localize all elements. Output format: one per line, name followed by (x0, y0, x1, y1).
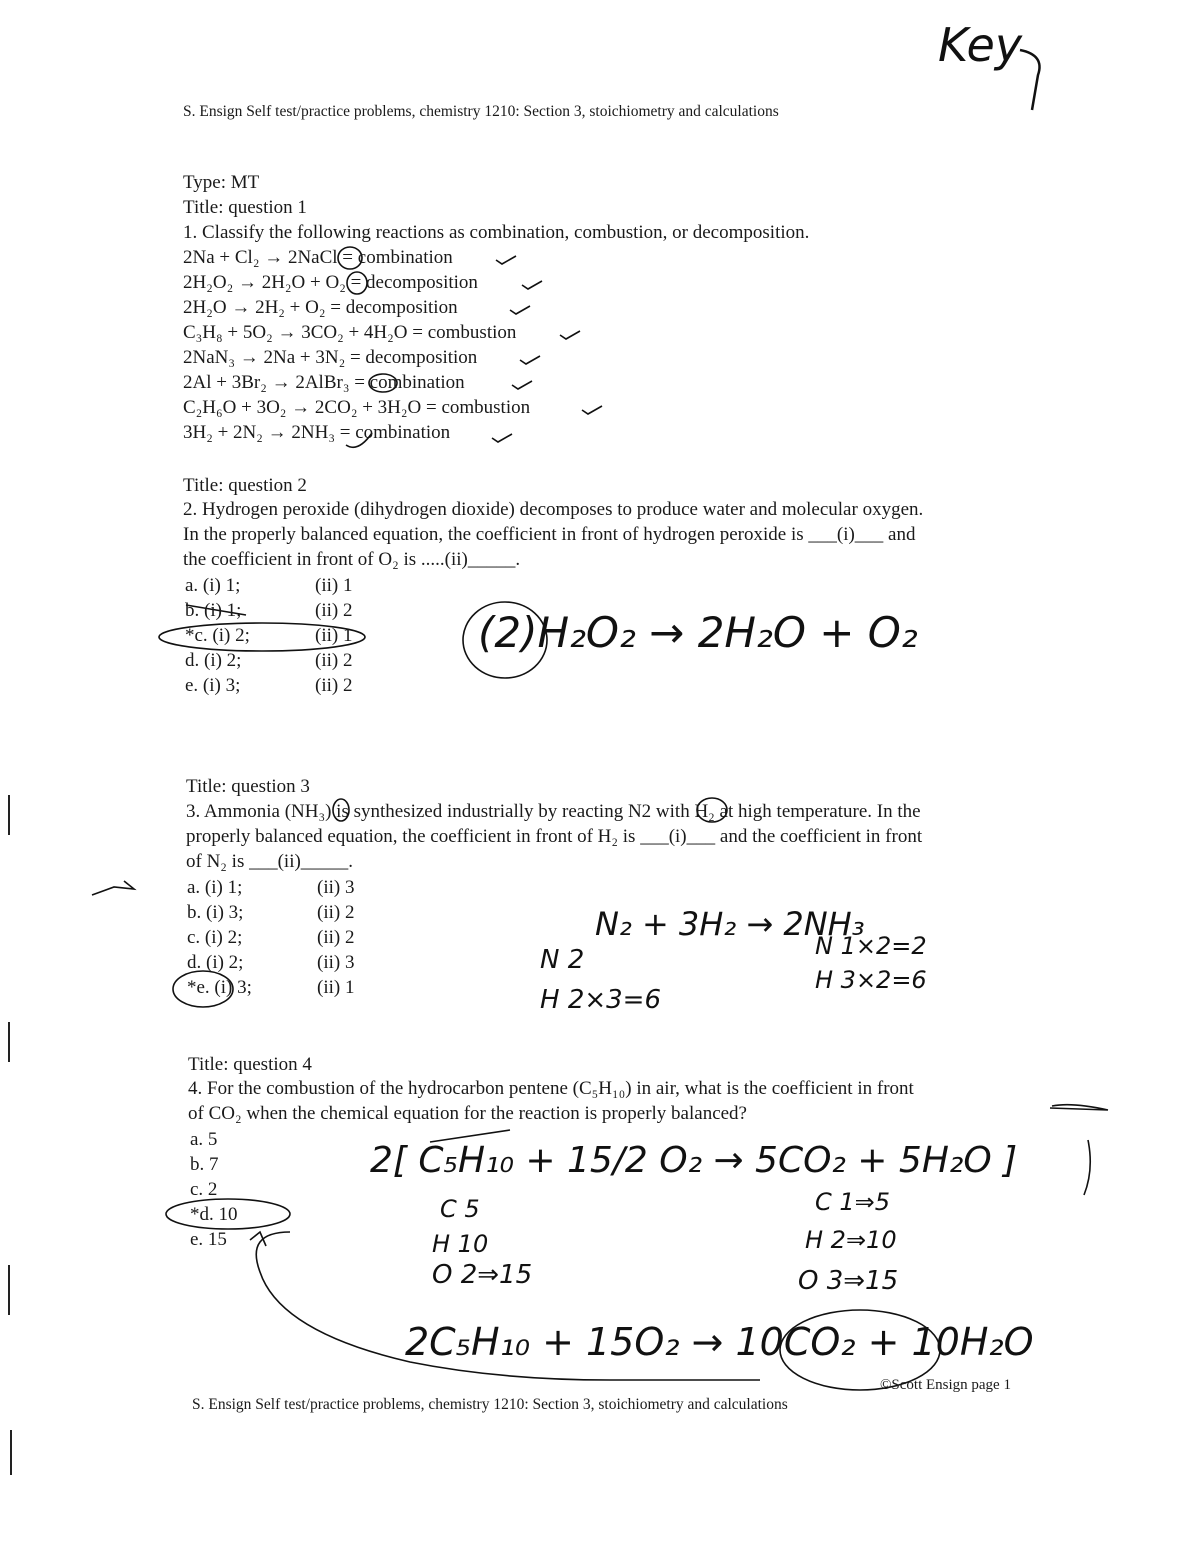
question-prompt-line: the coefficient in front of O₂ is .....(ii)_____. (183, 549, 521, 570)
page-header: S. Ensign Self test/practice problems, chemistry 1210: Section 3, stoichiometry and calculations (183, 103, 779, 120)
reaction-line: 2NaN₃ → 2Na + 3N₂ = decomposition (183, 347, 478, 368)
reaction-line: 2H₂O → 2H₂ + O₂ = decomposition (183, 297, 458, 318)
reaction-line: 2H₂O₂ → 2H₂O + O₂ = decomposition (183, 272, 478, 293)
question-prompt-line: properly balanced equation, the coefficient in front of H₂ is ___(i)___ and the coefficient in front (186, 826, 923, 847)
reaction-line: 2Al + 3Br₂ → 2AlBr₃ = combination (183, 372, 465, 393)
answer-option-correct: *d. 10 (190, 1204, 238, 1225)
answer-option: b. (i) 3; (187, 902, 244, 923)
corner-handwritten-note: Key (938, 18, 1023, 72)
question-prompt-line: 2. Hydrogen peroxide (dihydrogen dioxide) decomposes to produce water and molecular oxygen. (183, 499, 924, 520)
handwritten-note: O 3⇒15 (798, 1266, 899, 1296)
copyright-note: ©Scott Ensign page 1 (880, 1377, 1011, 1393)
answer-option-correct: *e. (i) 3; (187, 977, 252, 998)
handwritten-equation: 2C₅H₁₀ + 15O₂ → 10CO₂ + 10H₂O (405, 1320, 1034, 1364)
question-prompt-line: In the properly balanced equation, the coefficient in front of hydrogen peroxide is ___(i)___ and (183, 524, 916, 545)
answer-option-value: (ii) 2 (315, 650, 353, 671)
answer-option: d. (i) 2; (185, 650, 242, 671)
answer-option-value: (ii) 2 (317, 927, 355, 948)
handwritten-note: H 2⇒10 (805, 1226, 897, 1254)
question-prompt-line: of N₂ is ___(ii)_____. (186, 851, 354, 872)
handwritten-note: H 2×3=6 (540, 985, 662, 1015)
handwritten-note: H 10 (432, 1230, 489, 1258)
answer-option-value: (ii) 1 (317, 977, 355, 998)
answer-option: a. (i) 1; (185, 575, 241, 596)
question-prompt-line: 4. For the combustion of the hydrocarbon pentene (C₅H₁₀) in air, what is the coefficient in front (188, 1078, 914, 1099)
question-type: Type: MT (183, 172, 260, 193)
handwritten-note: N 2 (540, 945, 585, 975)
reaction-line: 3H₂ + 2N₂ → 2NH₃ = combination (183, 422, 451, 443)
answer-option: a. 5 (190, 1129, 218, 1150)
answer-option: b. 7 (190, 1154, 219, 1175)
handwritten-note: H 3×2=6 (815, 966, 927, 994)
answer-option: e. 15 (190, 1229, 227, 1250)
answer-option: a. (i) 1; (187, 877, 243, 898)
question-title: Title: question 1 (183, 197, 307, 218)
answer-option-value: (ii) 2 (315, 675, 353, 696)
question-prompt-line: 3. Ammonia (NH₃) is synthesized industrially by reacting N2 with H₂ at high temperature. In the (186, 801, 921, 822)
handwritten-equation: N₂ + 3H₂ → 2NH₃ (595, 905, 865, 943)
answer-option-value: (ii) 3 (317, 952, 355, 973)
answer-option-correct: *c. (i) 2; (185, 625, 250, 646)
answer-option-value: (ii) 2 (315, 600, 353, 621)
question-prompt: 1. Classify the following reactions as combination, combustion, or decomposition. (183, 222, 810, 243)
question-title: Title: question 4 (188, 1054, 312, 1075)
question-prompt-line: of CO₂ when the chemical equation for the reaction is properly balanced? (188, 1103, 747, 1124)
answer-option-value: (ii) 1 (315, 575, 353, 596)
answer-option: e. (i) 3; (185, 675, 241, 696)
reaction-line: C₃H₈ + 5O₂ → 3CO₂ + 4H₂O = combustion (183, 322, 517, 343)
handwritten-note: C 1⇒5 (815, 1188, 891, 1216)
answer-option: c. 2 (190, 1179, 218, 1200)
handwritten-equation: (2)H₂O₂ → 2H₂O + O₂ (478, 608, 918, 657)
handwritten-note: N 1×2=2 (815, 932, 927, 960)
reaction-line: C₂H₆O + 3O₂ → 2CO₂ + 3H₂O = combustion (183, 397, 531, 418)
question-title: Title: question 2 (183, 475, 307, 496)
answer-option-value: (ii) 1 (315, 625, 353, 646)
reaction-line: 2Na + Cl₂ → 2NaCl = combination (183, 247, 453, 268)
answer-option-value: (ii) 3 (317, 877, 355, 898)
answer-option: b. (i) 1; (185, 600, 242, 621)
answer-option: d. (i) 2; (187, 952, 244, 973)
answer-option: c. (i) 2; (187, 927, 243, 948)
handwritten-note: O 2⇒15 (432, 1260, 533, 1290)
question-title: Title: question 3 (186, 776, 310, 797)
handwritten-equation: 2[ C₅H₁₀ + 15/2 O₂ → 5CO₂ + 5H₂O ] (370, 1140, 1018, 1181)
answer-option-value: (ii) 2 (317, 902, 355, 923)
page-footer: S. Ensign Self test/practice problems, chemistry 1210: Section 3, stoichiometry and calculations (192, 1396, 788, 1413)
handwritten-note: C 5 (440, 1195, 480, 1223)
